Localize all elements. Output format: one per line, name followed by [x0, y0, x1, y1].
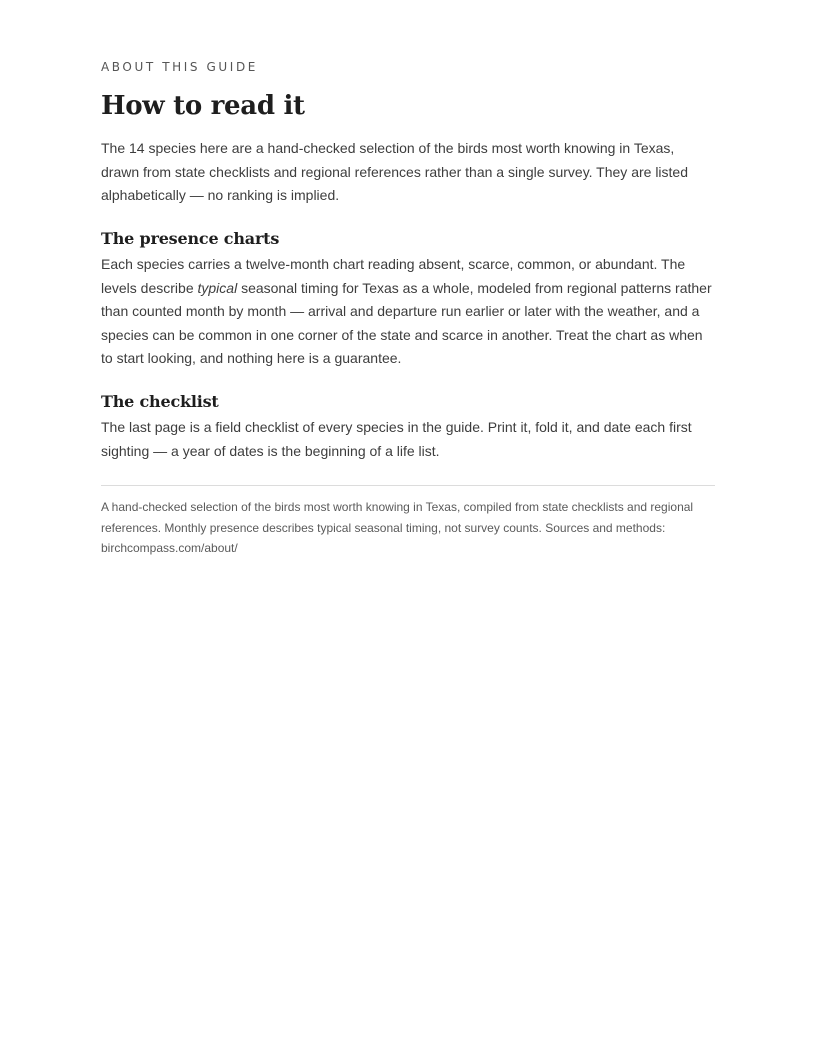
- checklist-heading: The checklist: [101, 392, 219, 411]
- intro-paragraph: The 14 species here are a hand-checked selection of the birds most worth knowing in Texas, drawn from state checklists and regional references rather than a single survey. They are listed alphabetically — no ranking is implied.: [101, 140, 688, 204]
- presence-charts-paragraph: [101, 253, 715, 371]
- presence-charts-text-before: Each species carries a twelve-month chart reading absent, scarce, common, or abundant. The levels describe: [101, 256, 686, 296]
- presence-charts-emphasis: typical: [197, 279, 238, 296]
- presence-charts-text-after: seasonal timing for Texas as a whole, modeled from regional patterns rather than counted month by month — arrival and departure run earlier or later with the weather, and a species can be common in one corner of the state and scarce in another. Treat the chart as when to start looking, and nothing here is a guarantee.: [101, 279, 712, 367]
- checklist-paragraph: The last page is a field checklist of every species in the guide. Print it, fold it, and date each first sighting — a year of dates is the beginning of a life list.: [101, 419, 692, 459]
- presence-charts-heading: The presence charts: [101, 229, 280, 248]
- page-title: How to read it: [101, 91, 305, 121]
- footer-divider: [101, 485, 715, 486]
- footer-note: A hand-checked selection of the birds most worth knowing in Texas, compiled from state checklists and regional references. Monthly presence describes typical seasonal timing, not survey counts. Sources and methods: birchcompass.com/about/: [101, 500, 694, 555]
- section-eyebrow: ABOUT THIS GUIDE: [101, 60, 258, 74]
